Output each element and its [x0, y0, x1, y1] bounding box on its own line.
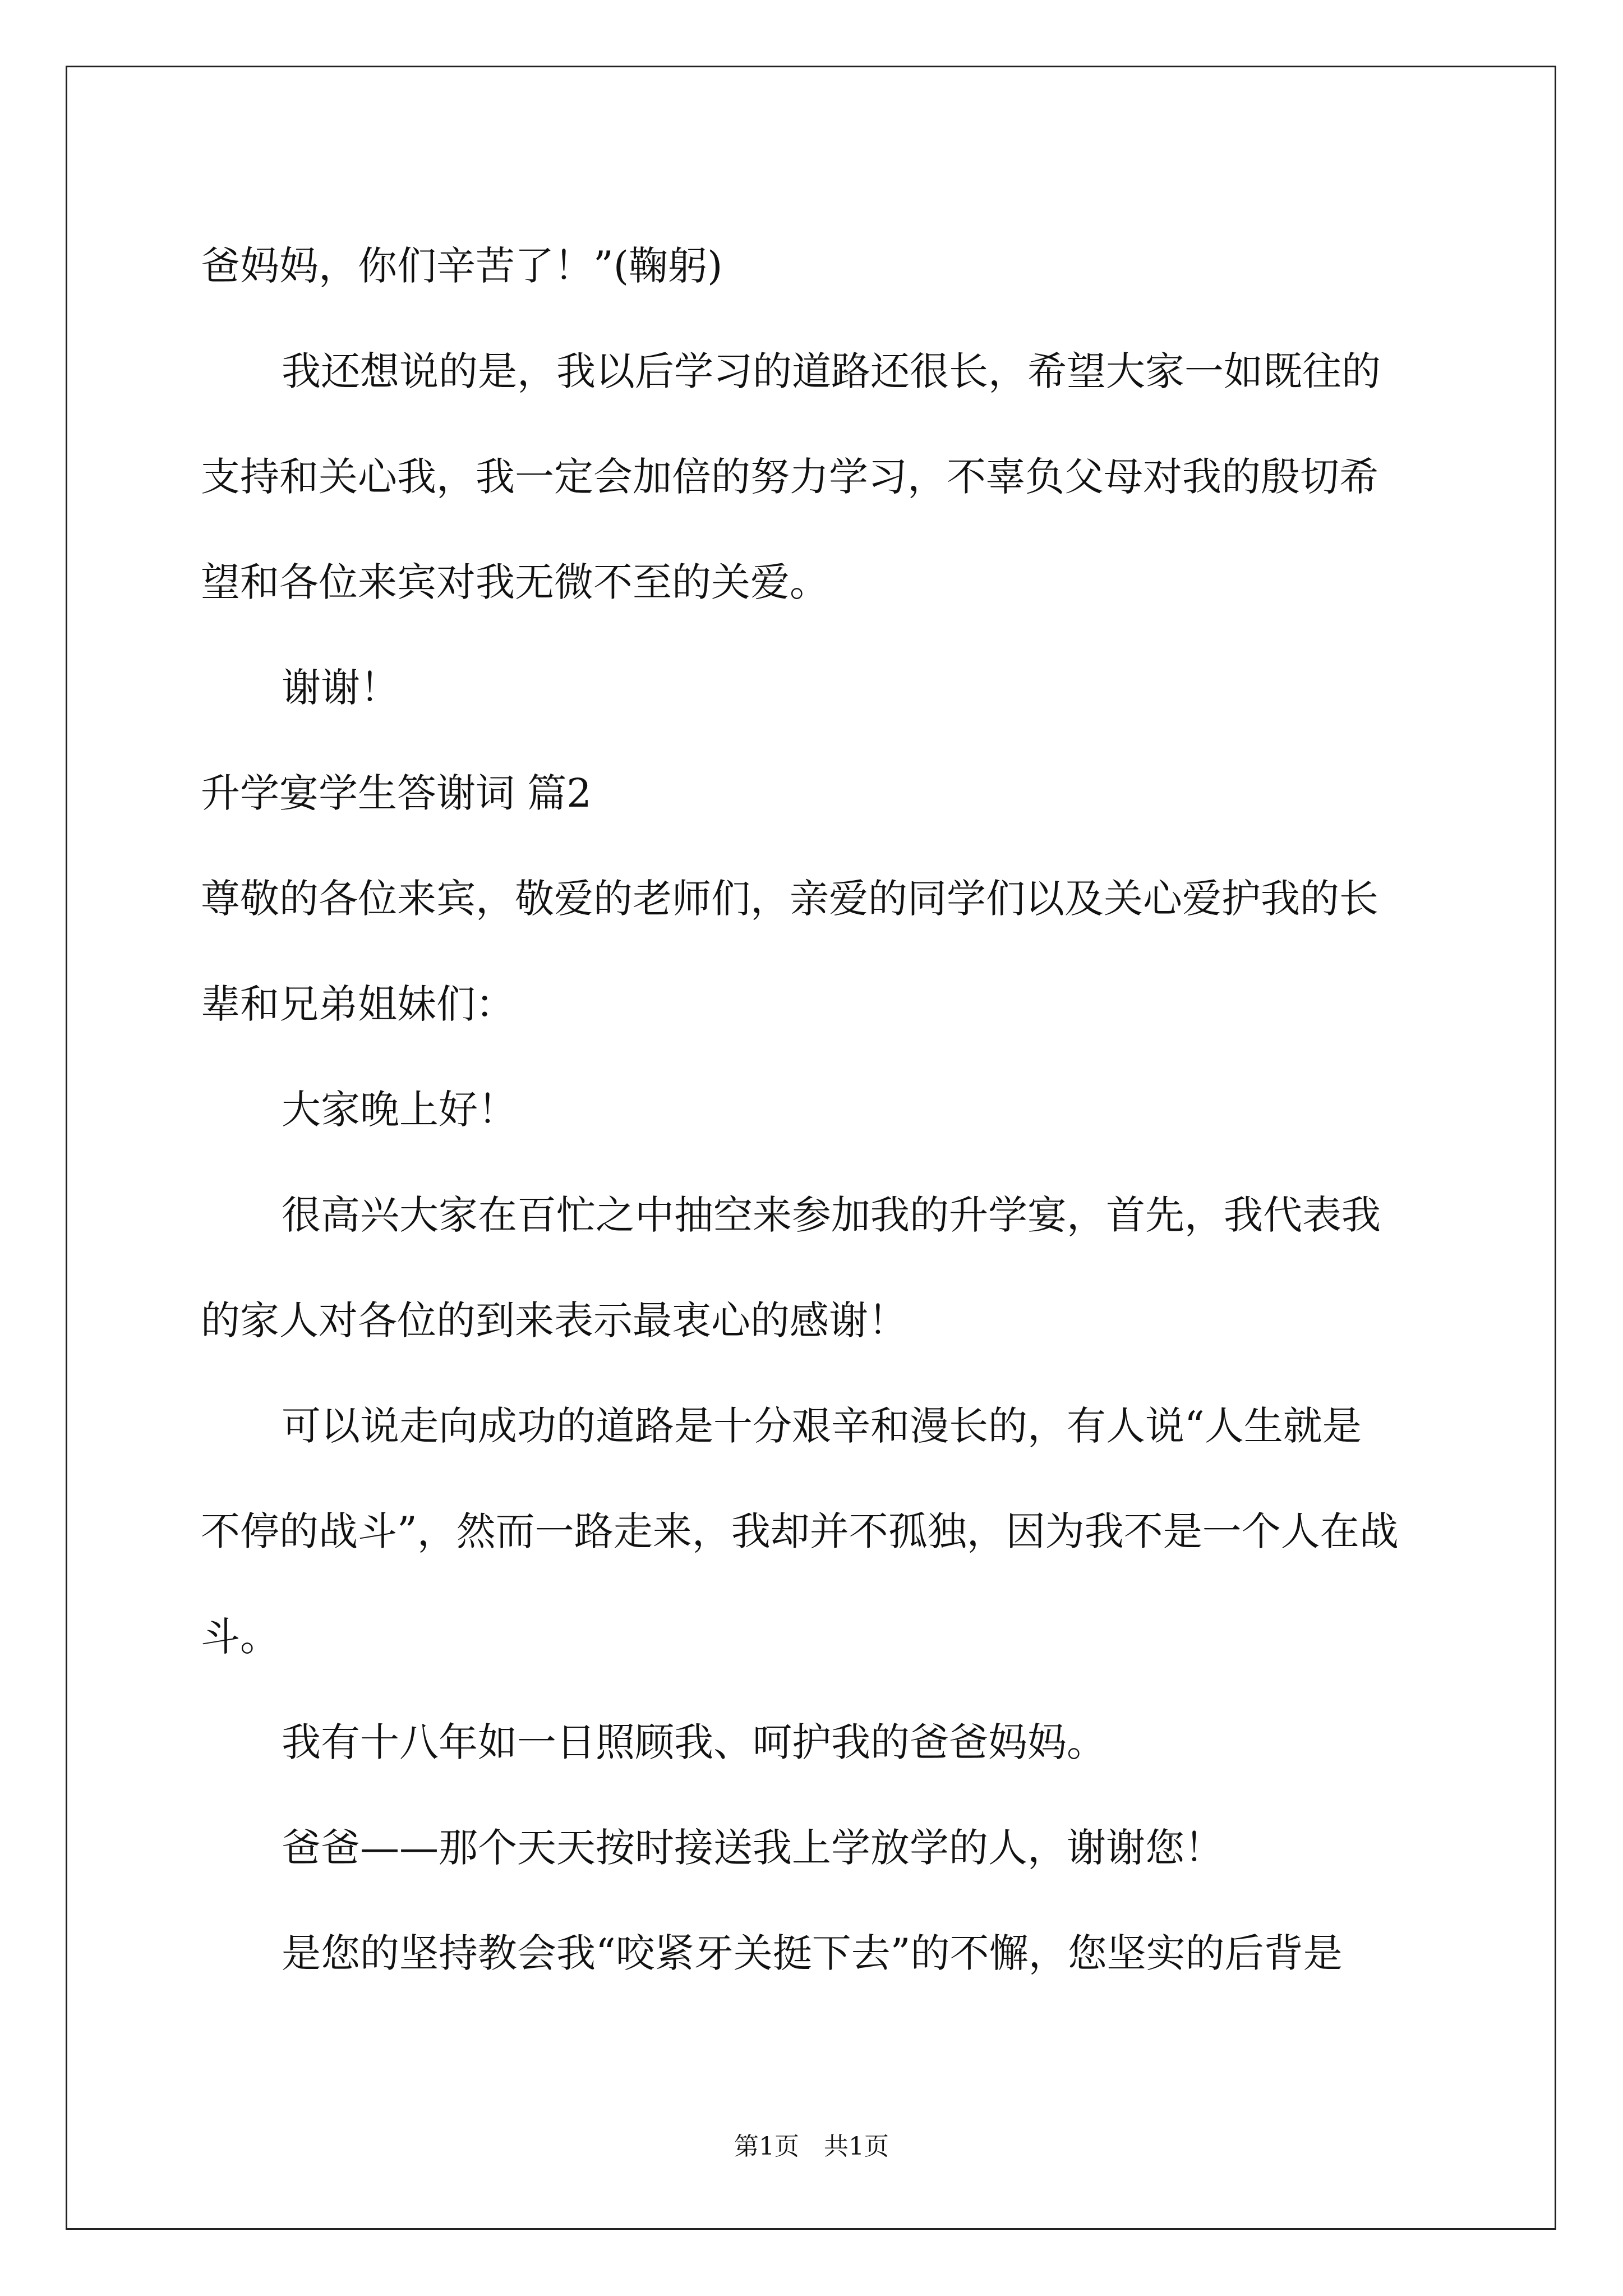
paragraph-line: 尊敬的各位来宾，敬爱的老师们，亲爱的同学们以及关心爱护我的长: [201, 876, 1378, 922]
document-body: [201, 213, 1435, 2006]
paragraph-line: 辈和兄弟姐妹们：: [201, 981, 515, 1027]
paragraph-line: 我还想说的是，我以后学习的道路还很长，希望大家一如既往的: [282, 348, 1381, 394]
paragraph-line: 我有十八年如一日照顾我、呵护我的爸爸妈妈。: [282, 1719, 1106, 1765]
paragraph-line: 是您的坚持教会我“咬紧牙关挺下去”的不懈，您坚实的后背是: [282, 1930, 1343, 1976]
paragraph-line: 谢谢！: [282, 665, 399, 711]
paragraph-line: 的家人对各位的到来表示最衷心的感谢！: [201, 1297, 907, 1343]
paragraph-line: 爸妈妈，你们辛苦了！”(鞠躬): [201, 243, 723, 289]
paragraph-line: 斗。: [201, 1614, 279, 1660]
paragraph-line: 不停的战斗”，然而一路走来，我却并不孤独，因为我不是一个人在战: [201, 1508, 1399, 1554]
paragraph-line: 望和各位来宾对我无微不至的关爱。: [201, 559, 829, 605]
paragraph-line: 爸爸——那个天天按时接送我上学放学的人，谢谢您！: [282, 1825, 1224, 1871]
paragraph-line: 很高兴大家在百忙之中抽空来参加我的升学宴，首先，我代表我: [282, 1192, 1381, 1238]
section-heading: 升学宴学生答谢词 篇2: [201, 770, 592, 816]
paragraph-line: 可以说走向成功的道路是十分艰辛和漫长的，有人说“人生就是: [282, 1403, 1362, 1449]
paragraph-line: 支持和关心我，我一定会加倍的努力学习，不辜负父母对我的殷切希: [201, 454, 1378, 500]
paragraph-line: 大家晚上好！: [282, 1087, 517, 1133]
page-number-footer: 第1页 共1页: [734, 2132, 889, 2161]
